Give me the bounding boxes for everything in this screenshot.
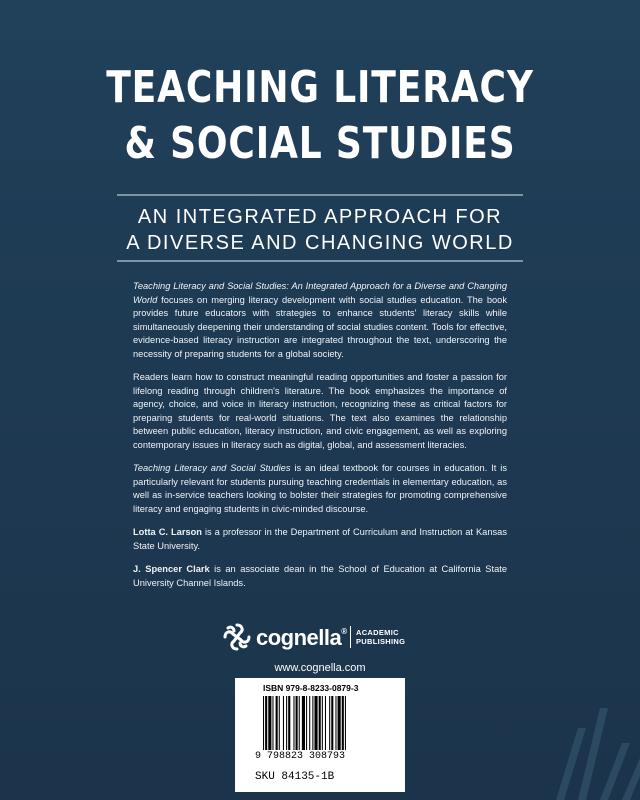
book-title bbox=[58, 60, 583, 172]
barcode-panel bbox=[235, 678, 405, 792]
title-line-1: TEACHING LITERACY bbox=[106, 62, 534, 113]
short-title-italic: Teaching Literacy and Social Studies bbox=[133, 463, 291, 473]
author-2-name: J. Spencer Clark bbox=[133, 564, 210, 574]
isbn-text: ISBN 979-8-8233-0879-3 bbox=[263, 683, 359, 693]
title-line-2: & SOCIAL STUDIES bbox=[124, 118, 516, 169]
author-bio-2 bbox=[133, 563, 507, 590]
paragraph-1-text: focuses on merging literacy development with social studies education. The book provides future educators with strategies to enhance students' literacy skills while simultaneously deepening their understanding of social studies content. Tools for effective, evidence-based literacy instruction are integrated throughout the text, underscoring the necessity of preparing students for a global society. bbox=[133, 294, 507, 359]
corner-mark-decoration bbox=[548, 688, 640, 800]
publisher-url[interactable]: www.cognella.com bbox=[274, 662, 366, 674]
paragraph-3-text: is an ideal textbook for courses in education. It is particularly relevant for students pursuing teaching credentials in elementary education, as well as in-service teachers looking to bolster their strategies for promoting comprehensive literacy and engaging students in civic-minded discourse. bbox=[133, 463, 507, 514]
barcode-bars bbox=[263, 696, 383, 750]
subtitle-line-1: AN INTEGRATED APPROACH FOR bbox=[137, 206, 503, 228]
book-subtitle bbox=[0, 204, 640, 256]
cognella-knot-icon bbox=[222, 622, 252, 652]
publisher-name bbox=[256, 625, 347, 651]
publisher-tagline bbox=[356, 628, 405, 646]
subtitle-line-2: A DIVERSE AND CHANGING WORLD bbox=[126, 232, 514, 254]
book-title-italic: Teaching Literacy and Social Studies: An Integrated Approach for a Diverse and Changing World bbox=[133, 281, 507, 305]
description-paragraph-2: Readers learn how to construct meaningful reading opportunities and foster a passion for lifelong reading through children's literature. The book emphasizes the importance of agency, choice, and voice in literacy instruction, recognizing these as critical factors for preparing students for real-world situations. The text also examines the relationship between public education, literacy instruction, and civic engagement, as well as exploring contemporary issues in literacy such as digital, global, and assessment literacies. bbox=[133, 372, 507, 450]
logo-divider bbox=[350, 626, 351, 648]
description-paragraph-3 bbox=[133, 462, 507, 516]
author-1-bio-text: is a professor in the Department of Curriculum and Instruction at Kansas State University. bbox=[133, 527, 507, 551]
registered-mark: ® bbox=[341, 627, 347, 636]
author-1-name: Lotta C. Larson bbox=[133, 527, 202, 537]
publisher-name-text: cognella bbox=[256, 625, 342, 650]
tagline-line-2: PUBLISHING bbox=[356, 637, 406, 646]
bottom-rule bbox=[117, 260, 523, 262]
tagline-line-1: ACADEMIC bbox=[356, 628, 399, 637]
publisher-logo bbox=[222, 622, 422, 652]
description-block bbox=[133, 280, 507, 600]
top-rule bbox=[117, 194, 523, 196]
description-paragraph-1 bbox=[133, 280, 507, 361]
author-bio-1 bbox=[133, 526, 507, 553]
barcode-digits: 9 798823 308793 bbox=[255, 751, 346, 762]
author-2-bio-text: is an associate dean in the School of Education at California State University Channel Islands. bbox=[133, 564, 507, 588]
sku-text: SKU 84135-1B bbox=[255, 771, 335, 783]
